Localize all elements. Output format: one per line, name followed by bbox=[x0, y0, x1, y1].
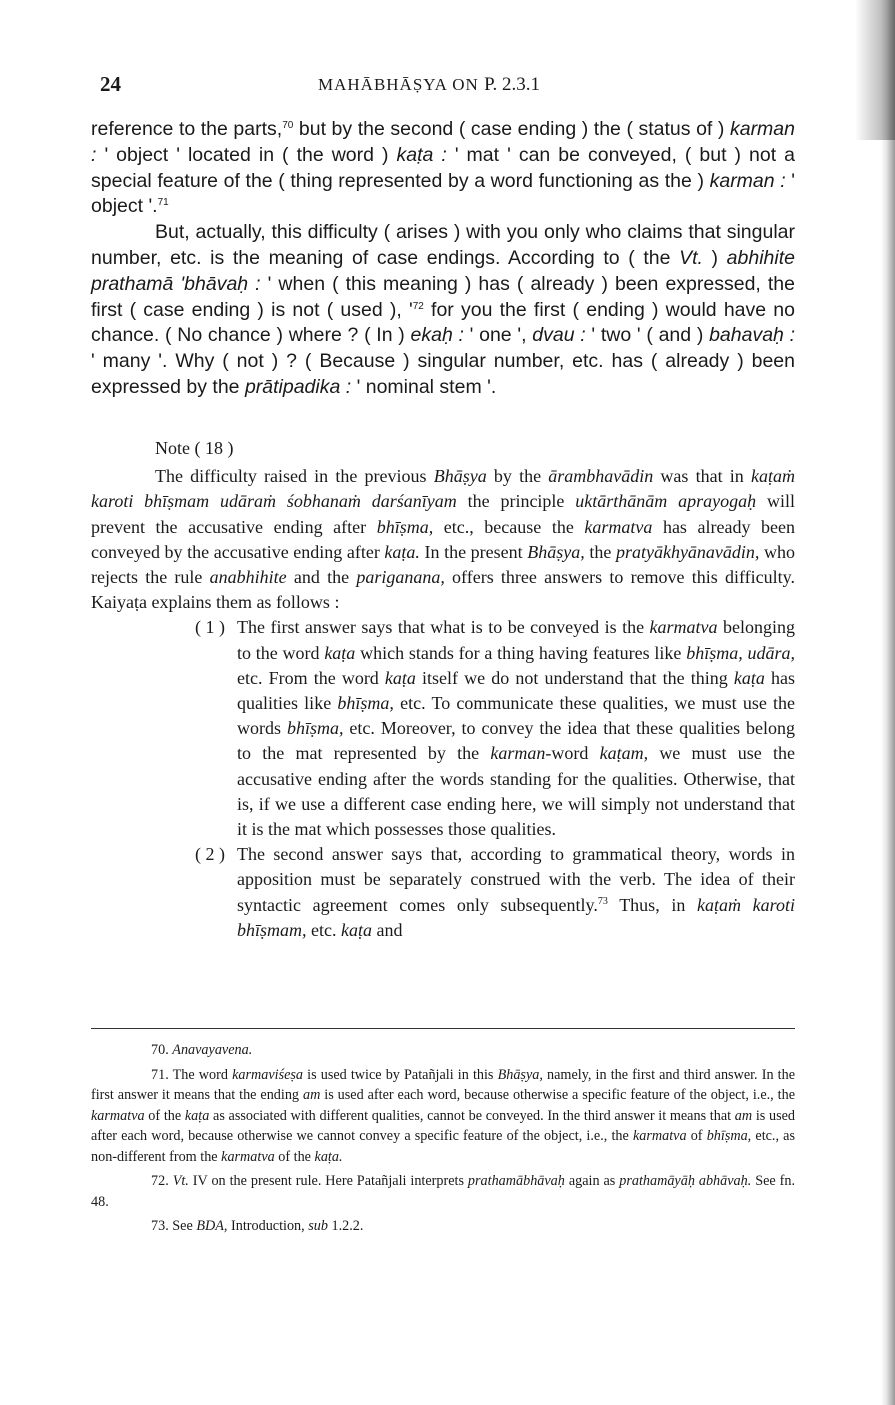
answer-2: ( 2 ) The second answer says that, according to grammatical theory, words in apposition must be separately construed with the verb. The idea of their syntactic agreement comes only subsequently.$^{73}$ Thus, in kaṭaṁ karoti bhīṣmam, etc. kaṭa and bbox=[195, 844, 795, 940]
footnote-ref-72: 72 bbox=[412, 300, 424, 312]
translation-paragraph-2: But, actually, this difficulty ( arises ) with you only who claims that singular number, etc. is the meaning of case endings. According to ( the Vt. ) abhihite prathamā 'bhāvaḥ : ' when ( this meaning ) has ( already ) been expressed, the first ( case ending ) is not ( used ), '$^{72}$ for you the first ( ending ) would have no chance. ( No chance ) where ? ( In ) ekaḥ : ' one ', dvau : ' two ' ( and ) bahavaḥ : ' many '. Why ( not ) ? ( Because ) singular number, etc. has ( already ) been expressed by the prātipadika : ' nominal stem '. bbox=[91, 221, 796, 398]
footnote-70: 70. Anavayavena. bbox=[151, 1042, 253, 1058]
note-paragraph: The difficulty raised in the previous Bhāṣya by the ārambhavādin was that in kaṭaṁ karoti bhīṣmam udāraṁ śobhanaṁ darśanīyam the principle uktārthānām aprayogaḥ will prevent the accusative ending after bhīṣma, etc., because the karmatva has already been conveyed by the accusative ending after kaṭa. In the present Bhāṣya, the pratyākhyānavādin, who rejects the rule anabhihite and the pariganana, offers three answers to remove this difficulty. Kaiyaṭa explains them as follows : bbox=[91, 466, 796, 613]
note-section bbox=[91, 436, 795, 943]
page-number: 24 bbox=[100, 72, 121, 96]
answer-2-label: ( 2 ) bbox=[195, 844, 225, 865]
running-head bbox=[318, 74, 540, 96]
running-head-reference: P. 2.3.1 bbox=[484, 74, 541, 95]
footnote-72: 72. Vt. IV on the present rule. Here Patañjali interprets prathamābhāvaḥ again as prathamāyāḥ abhāvaḥ. See fn. 48. bbox=[91, 1173, 796, 1210]
answer-1: ( 1 ) The first answer says that what is to be conveyed is the karmatva belonging to the word kaṭa which stands for a thing having features like bhīṣma, udāra, etc. From the word kaṭa itself we do not understand that the thing kaṭa has qualities like bhīṣma, etc. To communicate these qualities, we must use the words bhīṣma, etc. Moreover, to convey the idea that these qualities belong to the mat represented by the karman-word kaṭam, we must use the accusative ending after the words standing for the qualities. Otherwise, that is, if we use a different case ending here, we will simply not understand that it is the mat which possesses those qualities. bbox=[195, 617, 796, 840]
note-heading: Note ( 18 ) bbox=[155, 438, 234, 458]
running-head-title: MAHĀBHĀṢYA ON bbox=[318, 75, 479, 94]
footnote-ref-71: 71 bbox=[157, 197, 169, 209]
scan-shadow-corner bbox=[855, 0, 895, 140]
footnote-73: 73. See BDA, Introduction, sub 1.2.2. bbox=[151, 1218, 364, 1234]
footnote-ref-70: 70 bbox=[282, 120, 294, 131]
footnote-divider bbox=[91, 1028, 795, 1029]
page-header bbox=[100, 72, 800, 102]
translation-text bbox=[91, 117, 795, 401]
translation-paragraph-1: reference to the parts,$^{70}$ but by the second ( case ending ) the ( status of ) karman : ' object ' located in ( the word ) kaṭa : ' mat ' can be conveyed, ( but ) not a special feature of the ( thing represented by a word functioning as the ) karman : ' object '.$^{71}$ bbox=[91, 118, 796, 218]
footnote-71: 71. The word karmaviśeṣa is used twice by Patañjali in this Bhāṣya, namely, in the first and third answer. In the first answer it means that the ending am is used after each word, because otherwise a specific feature of the object, i.e., the karmatva of the kaṭa as associated with different qualities, cannot be conveyed. In the third answer it means that am is used after each word, because otherwise we cannot convey a specific feature of the object, i.e., the karmatva of bhīṣma, etc., as non-different from the karmatva of the kaṭa. bbox=[91, 1066, 796, 1165]
answer-1-label: ( 1 ) bbox=[195, 617, 225, 638]
footnotes bbox=[91, 1040, 795, 1241]
footnote-ref-73: 73 bbox=[597, 895, 608, 907]
scan-shadow-edge bbox=[881, 0, 895, 1405]
